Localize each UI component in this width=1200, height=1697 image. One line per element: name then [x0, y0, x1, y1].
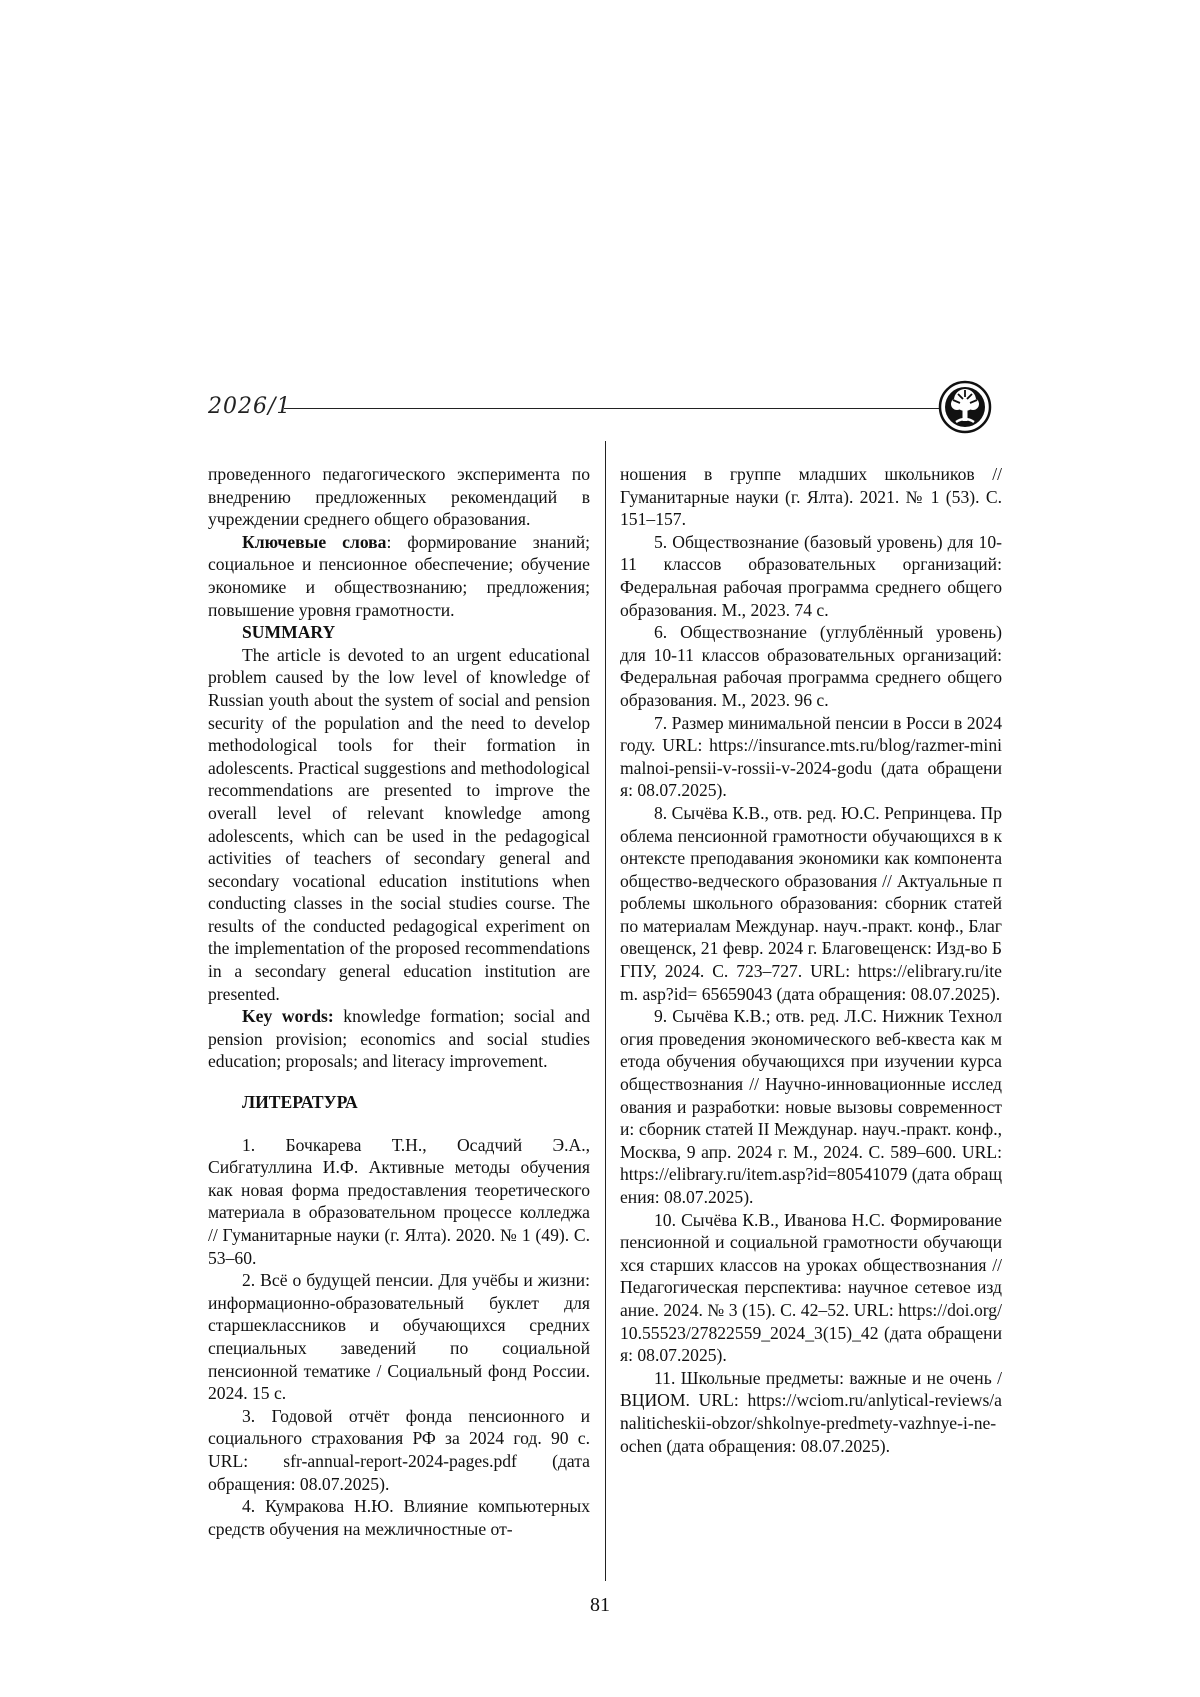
reference-item: 6. Обществознание (углублённый уровень) для 10-11 классов образовательных организаций: Федеральная рабочая программа среднего общего образования. М., 2023. 96 с. [620, 622, 1002, 710]
keywords-ru [208, 531, 590, 621]
keywords-ru-text: : формирование знаний; социальное и пенсионное обеспечение; обучение экономике и обществознанию; предложения; повышение уровня грамотности. [208, 531, 590, 620]
summary-heading: SUMMARY [242, 622, 336, 643]
reference-item: 2. Всё о будущей пенсии. Для учёбы и жизни: информационно-образовательный буклет для старшеклассников и обучающихся средних специальных заведений по социальной пенсионной тематике / Социальный фонд России. 2024. 15 с. [208, 1270, 590, 1404]
summary-text: The article is devoted to an urgent educational problem caused by the low level of knowledge of Russian youth about the system of social and pension security of the population and the need to develop methodological tools for their formation in adolescents. Practical suggestions and methodological recommendations are presented to improve the overall level of relevant knowledge among adolescents, which can be used in the pedagogical activities of teachers of secondary general and secondary vocational education institutions when conducting classes in the social studies course. The results of the conducted pedagogical experiment on the implementation of the proposed recommendations in a secondary general education institution are presented. [208, 644, 590, 1004]
abstract-ending: проведенного педагогического эксперимента по внедрению предложенных рекомендаций в учреждении среднего общего образования. [208, 464, 590, 530]
reference-item: 11. Школьные предметы: важные и не очень / ВЦИОМ. URL: https://wciom.ru/anlytical-reviews/analiticheskii-obzor/shkolnye-predmety-vazhnye-i-ne-ochen (дата обращения: 08.07.2025). [620, 1367, 1002, 1456]
reference-item: 4. Кумракова Н.Ю. Влияние компьютерных средств обучения на межличностные от- [208, 1496, 590, 1539]
keywords-en [208, 1005, 590, 1073]
tree-emblem-icon [938, 380, 992, 434]
column-divider [605, 441, 606, 1581]
keywords-en-label: Key words: [242, 1006, 334, 1027]
header-rule [284, 408, 952, 409]
reference-item: 9. Сычёва К.В.; отв. ред. Л.С. Нижник Технология проведения экономического веб-квеста как метода обучения обучающихся при изучении курса обществознания // Научно-инновационные исследования и разработки: новые вызовы современности: сборник статей II Междунар. науч.-практ. конф., Москва, 9 апр. 2024 г. М., 2024. С. 589–600. URL: https://elibrary.ru/item.asp?id=80541079 (дата обращения: 08.07.2025). [620, 1006, 1002, 1207]
issue-number: 2026/1 [208, 394, 292, 419]
reference-item: 3. Годовой отчёт фонда пенсионного и социального страхования РФ за 2024 год. 90 с. URL: sfr-annual-report-2024-pages.pdf (дата обращения: 08.07.2025). [208, 1405, 590, 1494]
reference-item: 8. Сычёва К.В., отв. ред. Ю.С. Репринцева. Проблема пенсионной грамотности обучающихся в контексте преподавания экономики как компонента общество-ведческого образования // Актуальные проблемы школьного образования: сборник статей по материалам Междунар. науч.-практ. конф., Благовещенск, 21 февр. 2024 г. Благовещенск: Изд-во БГПУ, 2024. С. 723–727. URL: https://elibrary.ru/item. asp?id= 65659043 (дата обращения: 08.07.2025). [620, 802, 1002, 1004]
keywords-ru-label: Ключевые слова [242, 531, 387, 552]
right-column [620, 463, 1002, 1457]
literature-heading: ЛИТЕРАТУРА [242, 1092, 358, 1113]
reference-item: 1. Бочкарева Т.Н., Осадчий Э.А., Сибгатуллина И.Ф. Активные методы обучения как новая форма предоставления теоретического материала в образовательном процессе колледжа // Гуманитарные науки (г. Ялта). 2020. № 1 (49). С. 53–60. [208, 1134, 590, 1268]
left-column [208, 463, 590, 1540]
reference-continuation: ношения в группе младших школьников // Гуманитарные науки (г. Ялта). 2021. № 1 (53). С. 151–157. [620, 464, 1002, 530]
page-number: 81 [590, 1594, 610, 1616]
keywords-en-text: knowledge formation; social and pension provision; economics and social studies education; proposals; and literacy improvement. [208, 1006, 590, 1072]
reference-item: 10. Сычёва К.В., Иванова Н.С. Формирование пенсионной и социальной грамотности обучающихся старших классов на уроках обществознания // Педагогическая перспектива: научное сетевое издание. 2024. № 3 (15). С. 42–52. URL: https://doi.org/10.55523/27822559_2024_3(15)_42 (дата обращения: 08.07.2025). [620, 1209, 1002, 1366]
running-header [208, 388, 1000, 438]
reference-item: 5. Обществознание (базовый уровень) для 10-11 классов образовательных организаций: Федеральная рабочая программа среднего общего образования. М., 2023. 74 с. [620, 531, 1002, 620]
reference-item: 7. Размер минимальной пенсии в Росси в 2024 году. URL: https://insurance.mts.ru/blog/razmer-minimalnoi-pensii-v-rossii-v-2024-godu (дата обращения: 08.07.2025). [620, 712, 1002, 801]
